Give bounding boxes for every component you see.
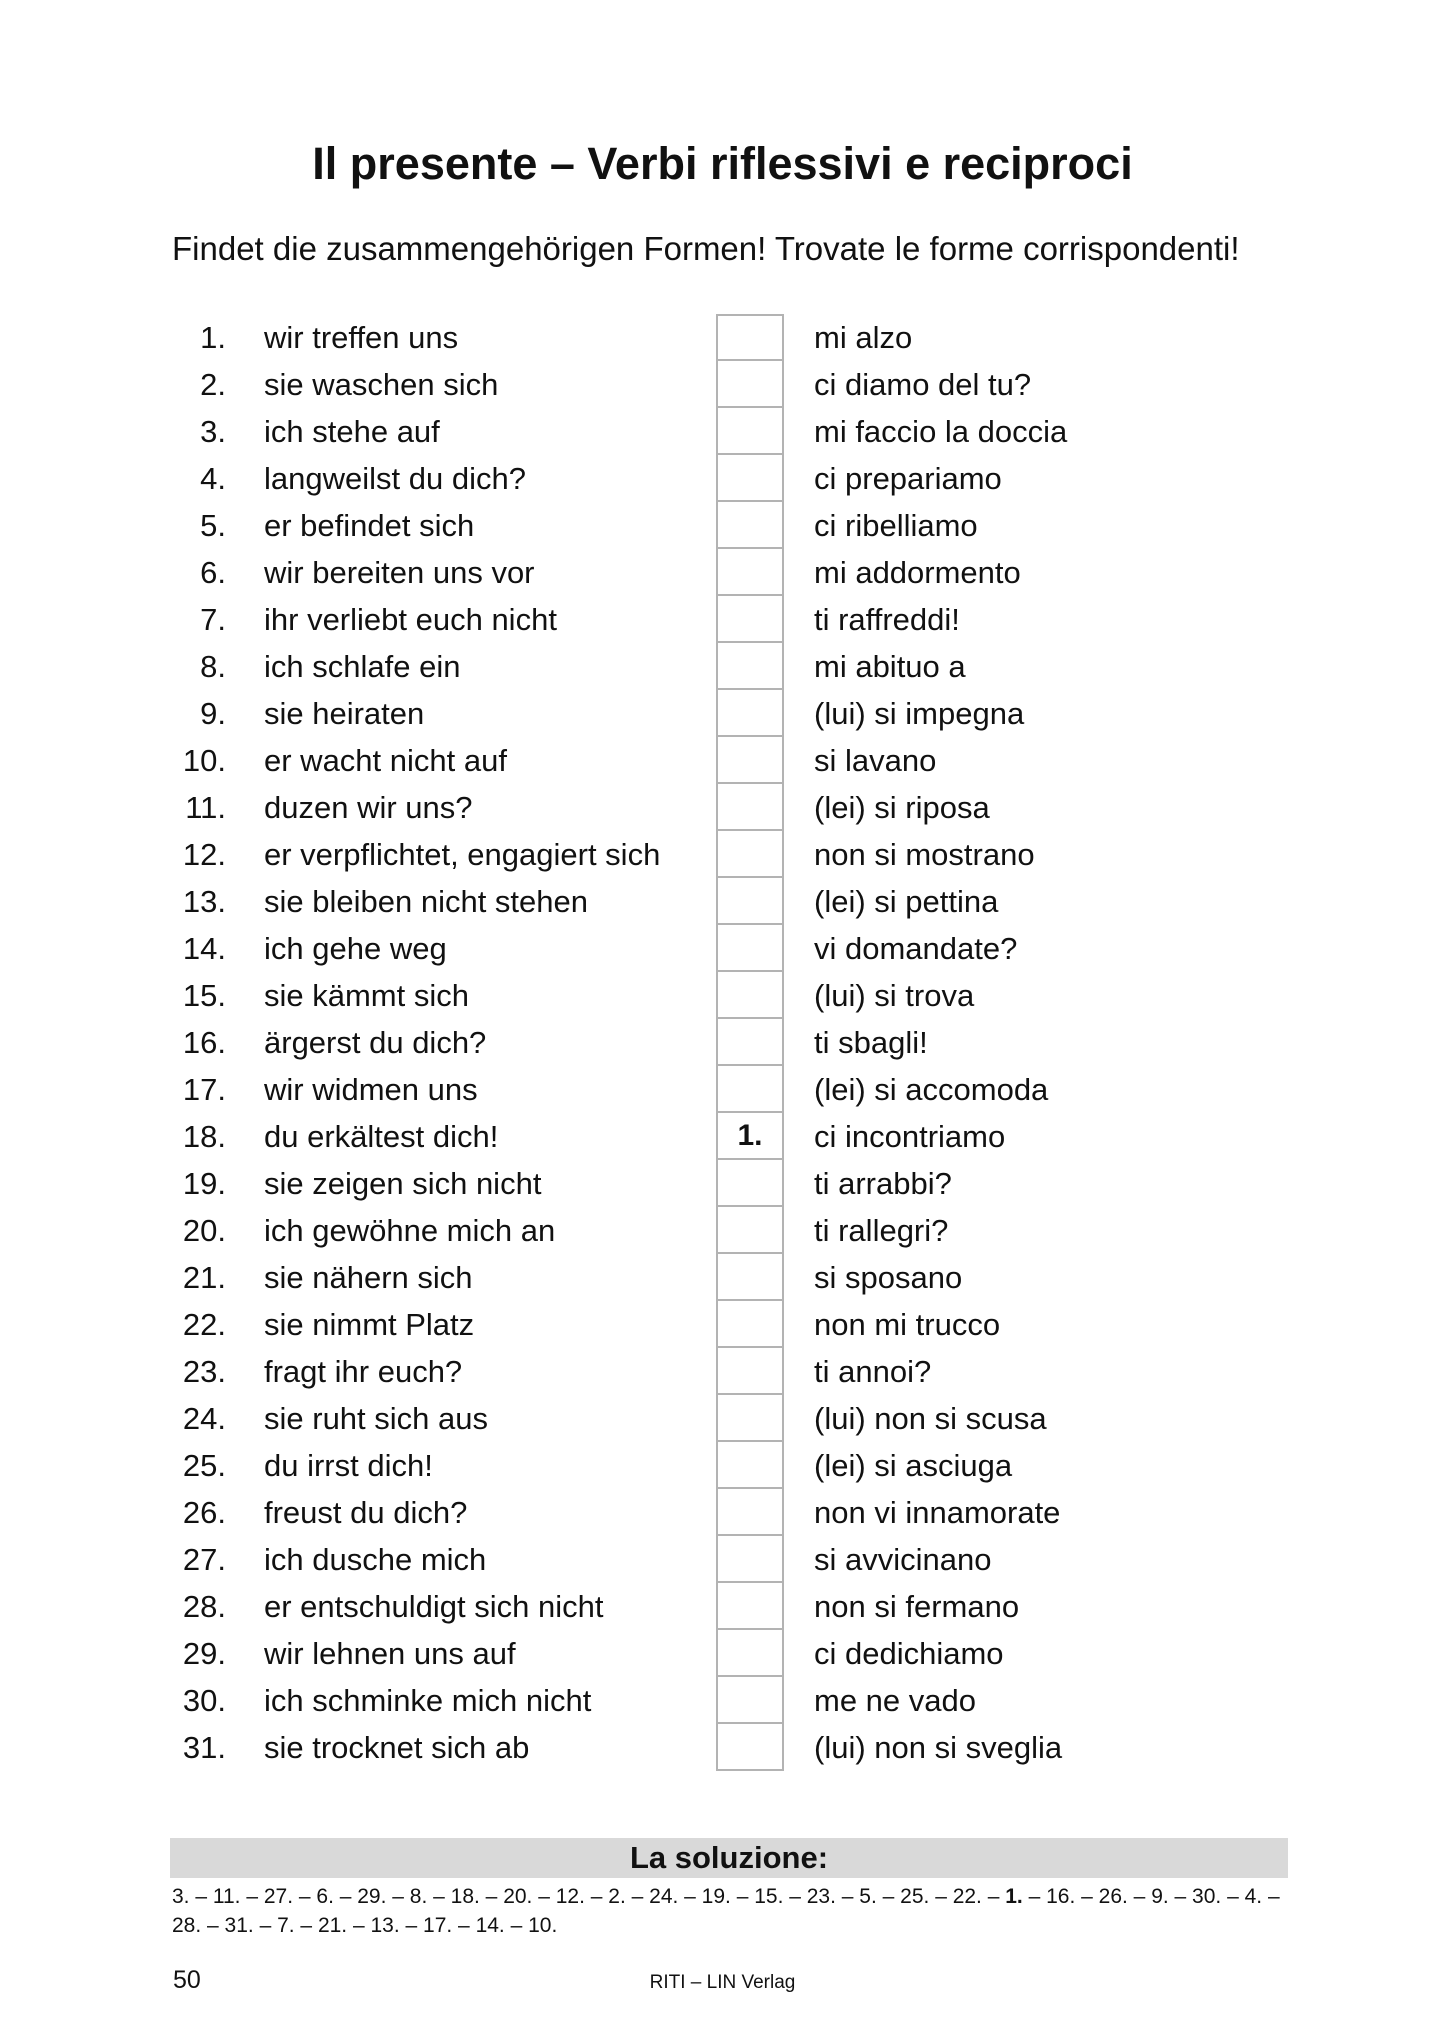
german-phrase: wir bereiten uns vor xyxy=(264,555,535,590)
exercise-row xyxy=(0,1207,1445,1254)
answer-box[interactable] xyxy=(716,1440,784,1489)
answer-box[interactable] xyxy=(716,1675,784,1724)
row-number: 31. xyxy=(182,1730,226,1765)
italian-phrase: ci ribelliamo xyxy=(814,508,978,543)
italian-phrase: (lei) si accomoda xyxy=(814,1072,1049,1107)
answer-box[interactable] xyxy=(716,923,784,972)
exercise-row xyxy=(0,690,1445,737)
italian-phrase: ti raffreddi! xyxy=(814,602,960,637)
german-phrase: sie nimmt Platz xyxy=(264,1307,475,1342)
german-phrase: du erkältest dich! xyxy=(264,1119,499,1154)
answer-box[interactable] xyxy=(716,594,784,643)
german-phrase: sie nähern sich xyxy=(264,1260,473,1295)
german-phrase: sie trocknet sich ab xyxy=(264,1730,530,1765)
german-phrase: sie ruht sich aus xyxy=(264,1401,488,1436)
italian-phrase: non si mostrano xyxy=(814,837,1035,872)
exercise-row xyxy=(0,1442,1445,1489)
german-phrase: sie zeigen sich nicht xyxy=(264,1166,542,1201)
german-phrase: er entschuldigt sich nicht xyxy=(264,1589,604,1624)
italian-phrase: ti arrabbi? xyxy=(814,1166,952,1201)
row-number: 17. xyxy=(182,1072,226,1107)
german-phrase: duzen wir uns? xyxy=(264,790,473,825)
italian-phrase: non si fermano xyxy=(814,1589,1020,1624)
answer-box[interactable] xyxy=(716,1158,784,1207)
answer-box[interactable] xyxy=(716,641,784,690)
german-phrase: ärgerst du dich? xyxy=(264,1025,487,1060)
row-number: 3. xyxy=(200,414,226,449)
italian-phrase: si lavano xyxy=(814,743,937,778)
page-number: 50 xyxy=(173,1966,201,1994)
answer-box[interactable] xyxy=(716,1393,784,1442)
exercise-row xyxy=(0,1724,1445,1771)
row-number: 24. xyxy=(182,1401,226,1436)
answer-box[interactable] xyxy=(716,782,784,831)
row-number: 10. xyxy=(182,743,226,778)
answer-box[interactable] xyxy=(716,547,784,596)
exercise-row xyxy=(0,408,1445,455)
italian-phrase: (lei) si asciuga xyxy=(814,1448,1013,1483)
answer-box[interactable] xyxy=(716,1487,784,1536)
solution-part-1: 3. – 11. – 27. – 6. – 29. – 8. – 18. – 20. – 12. – 2. – 24. – 19. – 15. – 23. – 5. – 25. – 22. – xyxy=(172,1885,1006,1908)
italian-phrase: non mi trucco xyxy=(814,1307,1001,1342)
german-phrase: sie waschen sich xyxy=(264,367,499,402)
german-phrase: ich gehe weg xyxy=(264,931,447,966)
row-number: 28. xyxy=(182,1589,226,1624)
answer-box[interactable] xyxy=(716,500,784,549)
row-number: 15. xyxy=(182,978,226,1013)
german-phrase: sie heiraten xyxy=(264,696,425,731)
exercise-row xyxy=(0,972,1445,1019)
italian-phrase: (lui) si impegna xyxy=(814,696,1025,731)
exercise-row xyxy=(0,1348,1445,1395)
row-number: 7. xyxy=(200,602,226,637)
italian-phrase: mi abituo a xyxy=(814,649,966,684)
row-number: 1. xyxy=(200,320,226,355)
italian-phrase: ci prepariamo xyxy=(814,461,1002,496)
answer-box[interactable] xyxy=(716,406,784,455)
answer-box[interactable] xyxy=(716,876,784,925)
row-number: 2. xyxy=(200,367,226,402)
italian-phrase: ci incontriamo xyxy=(814,1119,1006,1154)
row-number: 25. xyxy=(182,1448,226,1483)
italian-phrase: (lui) non si sveglia xyxy=(814,1730,1063,1765)
german-phrase: ich gewöhne mich an xyxy=(264,1213,556,1248)
italian-phrase: si sposano xyxy=(814,1260,963,1295)
solution-text xyxy=(172,1882,1292,1940)
italian-phrase: mi addormento xyxy=(814,555,1021,590)
page-title: Il presente – Verbi riflessivi e reciproci xyxy=(312,138,1133,189)
exercise-row xyxy=(0,549,1445,596)
german-phrase: wir lehnen uns auf xyxy=(264,1636,516,1671)
exercise-row xyxy=(0,1630,1445,1677)
exercise-row xyxy=(0,1019,1445,1066)
italian-phrase: (lei) si riposa xyxy=(814,790,990,825)
german-phrase: freust du dich? xyxy=(264,1495,468,1530)
german-phrase: ich stehe auf xyxy=(264,414,440,449)
row-number: 22. xyxy=(182,1307,226,1342)
exercise-row xyxy=(0,831,1445,878)
german-phrase: ich dusche mich xyxy=(264,1542,487,1577)
row-number: 18. xyxy=(182,1119,226,1154)
german-phrase: sie bleiben nicht stehen xyxy=(264,884,589,919)
italian-phrase: ti annoi? xyxy=(814,1354,932,1389)
german-phrase: ihr verliebt euch nicht xyxy=(264,602,557,637)
answer-box[interactable] xyxy=(716,1534,784,1583)
row-number: 11. xyxy=(185,790,226,825)
exercise-row xyxy=(0,455,1445,502)
italian-phrase: ti rallegri? xyxy=(814,1213,949,1248)
row-number: 13. xyxy=(182,884,226,919)
german-phrase: er wacht nicht auf xyxy=(264,743,507,778)
italian-phrase: mi alzo xyxy=(814,320,913,355)
exercise-row xyxy=(0,596,1445,643)
german-phrase: langweilst du dich? xyxy=(264,461,526,496)
exercise-row xyxy=(0,737,1445,784)
answer-box[interactable] xyxy=(716,1064,784,1113)
exercise-row xyxy=(0,361,1445,408)
german-phrase: ich schminke mich nicht xyxy=(264,1683,592,1718)
answer-box[interactable] xyxy=(716,1722,784,1771)
german-phrase: sie kämmt sich xyxy=(264,978,469,1013)
italian-phrase: ci diamo del tu? xyxy=(814,367,1032,402)
row-number: 27. xyxy=(182,1542,226,1577)
italian-phrase: si avvicinano xyxy=(814,1542,992,1577)
row-number: 26. xyxy=(182,1495,226,1530)
exercise-row xyxy=(0,784,1445,831)
row-number: 23. xyxy=(182,1354,226,1389)
german-phrase: wir treffen uns xyxy=(264,320,459,355)
exercise-row xyxy=(0,1677,1445,1724)
exercise-row xyxy=(0,502,1445,549)
answer-box[interactable] xyxy=(716,1628,784,1677)
answer-box[interactable] xyxy=(716,1581,784,1630)
answer-box[interactable] xyxy=(716,359,784,408)
german-phrase: er verpflichtet, engagiert sich xyxy=(264,837,661,872)
answer-box[interactable] xyxy=(716,735,784,784)
exercise-row xyxy=(0,1160,1445,1207)
italian-phrase: mi faccio la doccia xyxy=(814,414,1068,449)
italian-phrase: non vi innamorate xyxy=(814,1495,1061,1530)
answer-box[interactable] xyxy=(716,314,784,363)
exercise-row xyxy=(0,1301,1445,1348)
answer-box[interactable] xyxy=(716,1205,784,1254)
exercise-row xyxy=(0,314,1445,361)
row-number: 20. xyxy=(182,1213,226,1248)
exercise-row xyxy=(0,925,1445,972)
row-number: 12. xyxy=(182,837,226,872)
exercise-row xyxy=(0,1583,1445,1630)
german-phrase: er befindet sich xyxy=(264,508,475,543)
row-number: 21. xyxy=(182,1260,226,1295)
answer-box[interactable] xyxy=(716,1017,784,1066)
solution-heading: La soluzione: xyxy=(170,1838,1288,1878)
row-number: 30. xyxy=(182,1683,226,1718)
german-phrase: wir widmen uns xyxy=(264,1072,478,1107)
row-number: 5. xyxy=(200,508,226,543)
exercise-row xyxy=(0,878,1445,925)
answer-box[interactable] xyxy=(716,1299,784,1348)
exercise-row xyxy=(0,1066,1445,1113)
german-phrase: ich schlafe ein xyxy=(264,649,461,684)
italian-phrase: ti sbagli! xyxy=(814,1025,928,1060)
exercise-row xyxy=(0,1395,1445,1442)
answer-box[interactable] xyxy=(716,970,784,1019)
row-number: 14. xyxy=(182,931,226,966)
german-phrase: fragt ihr euch? xyxy=(264,1354,463,1389)
answer-box[interactable] xyxy=(716,829,784,878)
row-number: 19. xyxy=(182,1166,226,1201)
footer-publisher: RITI – LIN Verlag xyxy=(649,1972,796,1993)
italian-phrase: (lui) non si scusa xyxy=(814,1401,1047,1436)
italian-phrase: (lui) si trova xyxy=(814,978,975,1013)
row-number: 8. xyxy=(200,649,226,684)
answer-box[interactable] xyxy=(716,688,784,737)
exercise-row xyxy=(0,1254,1445,1301)
answer-box[interactable]: 1. xyxy=(716,1111,784,1160)
solution-bold-number: 1. xyxy=(1005,1885,1023,1908)
italian-phrase: (lei) si pettina xyxy=(814,884,999,919)
row-number: 16. xyxy=(182,1025,226,1060)
instruction-text: Findet die zusammengehörigen Formen! Trovate le forme corrispondenti! xyxy=(172,230,1240,267)
exercise-row xyxy=(0,1536,1445,1583)
answer-box[interactable] xyxy=(716,453,784,502)
answer-box[interactable] xyxy=(716,1346,784,1395)
italian-phrase: ci dedichiamo xyxy=(814,1636,1004,1671)
row-number: 9. xyxy=(200,696,226,731)
solution-part-2: – 16. – 26. – 9. – 30. – 4. – 28. – 31. – 7. – 21. – 13. – 17. – 14. – 10. xyxy=(172,1885,1280,1937)
exercise-row xyxy=(0,1113,1445,1160)
answer-box[interactable] xyxy=(716,1252,784,1301)
row-number: 29. xyxy=(182,1636,226,1671)
italian-phrase: me ne vado xyxy=(814,1683,976,1718)
exercise-row xyxy=(0,643,1445,690)
exercise-row xyxy=(0,1489,1445,1536)
italian-phrase: vi domandate? xyxy=(814,931,1018,966)
row-number: 6. xyxy=(200,555,226,590)
row-number: 4. xyxy=(200,461,226,496)
german-phrase: du irrst dich! xyxy=(264,1448,433,1483)
